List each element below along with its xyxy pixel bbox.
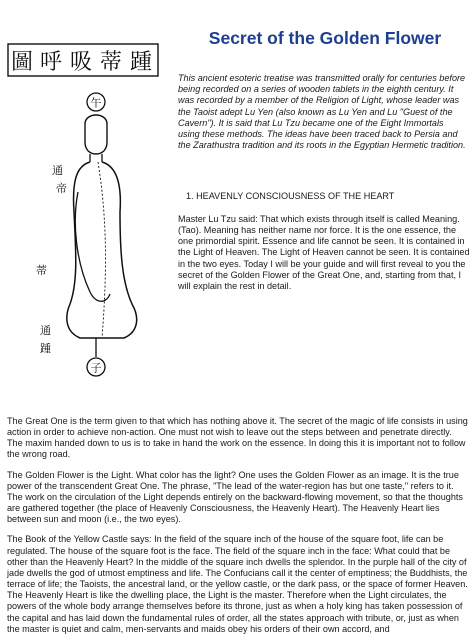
figure-label-di-lower: 蒂 [36, 264, 47, 277]
meditation-figure-illustration [6, 42, 166, 414]
figure-title-char: 圖 [10, 50, 34, 75]
figure-label-zi: 子 [90, 361, 102, 375]
figure-title-char: 踵 [129, 50, 153, 75]
figure-arm [75, 192, 110, 301]
body-text [7, 416, 469, 644]
body-paragraph: The Book of the Yellow Castle says: In the field of the square inch of the house of the square foot, life can be regulated. The house of the square foot is the face. The field of the square inch in the face: What could that be other than the Heavenly Heart? In the middle of the square inch dwells the splendor. In the purple hall of the city of jade dwells the god of utmost emptiness and life. The Confucians call it the center of emptiness; the Buddhists, the terrace of life; the Taoists, the ancestral land, or the yellow castle, or the dark pass, or the space of former Heaven. The Heavenly Heart is like the dwelling place, the Light is the master. Therefore when the Light circulates, the powers of the whole body arrange themselves before its throne, just as when a holy king has taken possession of the capital and has laid down the fundamental rules of order, all the states approach with tribute, or, just as when the master is quiet and calm, men-servants and maids obey his orders of their own accord, and [7, 534, 468, 634]
page-title: Secret of the Golden Flower [208, 28, 442, 48]
figure-label-zhong: 踵 [40, 342, 51, 355]
figure-label-tong-lower: 通 [40, 324, 51, 337]
figure-title-char: 呼 [39, 50, 63, 75]
figure-title-char: 吸 [69, 50, 93, 75]
section-paragraph: Master Lu Tzu said: That which exists through itself is called Meaning. (Tao). Meaning has neither name nor force. It is the one essence, the one primordial spirit. Essence and life cannot be seen. It is contained in the Light of Heaven. The Light of Heaven cannot be seen. It is contained in the two eyes. Today I will be your guide and will first reveal to you the secret of the Golden Flower of the Great One, and, starting from that, I will explain the rest in detail. [178, 214, 470, 291]
intro-paragraph: This ancient esoteric treatise was transmitted orally for centuries before being recorded on a series of wooden tablets in the eighth century. It was recorded by a member of the Religion of Light, whose leader was the Taoist adept Lu Yen (also known as Lu Yen and Lu "Guest of the Cavern"). It is said that Lu Tzu became one of the Eight Immortals using these methods. The ideas have been traced back to Persia and the Zarathustra tradition and its roots in the Egyptian Hermetic tradition. [178, 73, 466, 151]
spine-channel [98, 162, 105, 338]
figure-label-di: 帝 [56, 182, 67, 195]
figure-title-char: 蒂 [99, 50, 123, 75]
body-paragraph: The Golden Flower is the Light. What color has the light? One uses the Golden Flower as an image. It is the true power of the transcendent Great One. The phrase, "The lead of the water-region has but one taste," refers to it. The work on the circulation of the Light depends entirely on the backward-flowing movement, so that the thoughts are gathered together (the place of Heavenly Consciousness, the Heavenly Heart). The Heavenly Heart lies between sun and moon (i.e., the two eyes). [7, 469, 463, 525]
figure-label-wu: 午 [90, 96, 102, 110]
body-paragraph: The Great One is the term given to that which has nothing above it. The secret of the magic of life consists in using action in order to achieve non-action. One must not wish to leave out the steps between and penetrate directly. The maxim handed down to us is to take in hand the work on the essence. In doing this it is important not to follow the wrong road. [7, 416, 468, 460]
figure-label-tong-upper: 通 [52, 164, 63, 177]
section-heading: 1. HEAVENLY CONSCIOUSNESS OF THE HEART [186, 191, 395, 201]
figure-head [85, 115, 107, 154]
